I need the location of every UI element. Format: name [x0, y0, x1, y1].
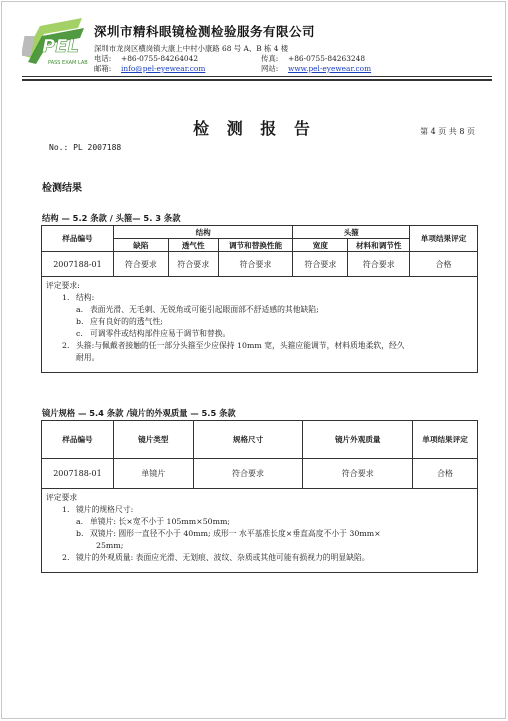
section-title: 检测结果 [42, 183, 82, 194]
phone-label: 电话: [94, 54, 112, 63]
header-breathability: 透气性 [168, 239, 218, 252]
lens-spec-table [41, 420, 478, 573]
page-indicator: 第 4 页 共 8 页 [420, 127, 475, 136]
cell-adjustment: 符合要求 [218, 252, 293, 277]
table-row [42, 459, 478, 489]
header-divider-thick [22, 79, 492, 81]
email-link[interactable]: info@pel-eyewear.com [121, 64, 206, 73]
requirement-item: 25mm; [96, 541, 124, 550]
company-logo [22, 16, 88, 68]
svg-text:PEL: PEL [42, 36, 79, 57]
report-number: No.: PL 2007188 [49, 143, 122, 152]
header-verdict: 单项结果评定 [410, 226, 478, 252]
header-structure: 结构 [113, 226, 293, 239]
requirement-item: 镜片的规格尺寸: [76, 505, 134, 514]
fax-label: 传真: [261, 54, 279, 63]
header-width: 宽度 [293, 239, 348, 252]
requirement-item: 头箍:与佩戴者接触的任一部分头箍至少应保持 10mm 宽，头箍应能调节，材料质地柔软，经久 [76, 341, 405, 350]
header-verdict: 单项结果评定 [413, 421, 478, 459]
cell-appearance: 符合要求 [303, 459, 413, 489]
header-appearance: 镜片外观质量 [303, 421, 413, 459]
website-link[interactable]: www.pel-eyewear.com [288, 64, 372, 73]
header-material: 材料和调节性 [348, 239, 410, 252]
pel-logo-icon [22, 16, 88, 68]
email-label: 邮箱: [94, 64, 112, 73]
requirements-cell: 评定要求: 1. 结构: a. 表面光滑、无毛刺、无锐角或可能引起眼面部不舒适感的其他缺陷; b. 应有良好的的透气性; c. 可调零件或结构部件应易于调节和替换。 2. 头箍:与佩戴者接触的任一部分头箍至少应保持 10mm 宽，头箍应能调节，材料质地柔软，经久 耐用。 [42, 277, 478, 373]
table2-caption: 镜片规格 — 5.4 条款 /镜片的外观质量 — 5.5 条款 [42, 408, 236, 418]
requirement-item: 镜片的外观质量: 表面应光滑、无划痕、波纹、杂质或其他可能有损视力的明显缺陷。 [76, 553, 370, 562]
header-headband: 头箍 [293, 226, 410, 239]
cell-size: 符合要求 [193, 459, 303, 489]
requirement-item: 耐用。 [76, 353, 100, 362]
table1-caption: 结构 — 5.2 条款 / 头箍— 5. 3 条款 [42, 213, 181, 223]
header-adjustment: 调节和替换性能 [218, 239, 293, 252]
requirements-title: 评定要求: [46, 281, 80, 290]
cell-defects: 符合要求 [113, 252, 168, 277]
phone-value: +86-0755-84264042 [121, 54, 199, 63]
document-page [1, 1, 506, 719]
company-address: 深圳市龙岗区横岗镇大康上中村小康路 68 号 A、B 栋 4 楼 [94, 44, 289, 53]
report-title: 检 测 报 告 [193, 119, 316, 138]
requirements-cell: 评定要求 1. 镜片的规格尺寸: a. 单镜片: 长×宽不小于 105mm×50mm; b. 双镜片: 圆形一直径不小于 40mm; 成形一 水平基准长度×垂直高度不小于 30mm× 25mm; 2. 镜片的外观质量: 表面应光滑、无划痕、波纹、杂质或其他可能有损视力的明显缺陷。 [42, 489, 478, 573]
table-row [42, 252, 478, 277]
cell-material: 符合要求 [348, 252, 410, 277]
company-name: 深圳市精科眼镜检测检验服务有限公司 [94, 24, 316, 39]
requirement-item: 结构: [76, 293, 95, 302]
requirement-item: 可调零件或结构部件应易于调节和替换。 [90, 329, 231, 338]
cell-verdict: 合格 [410, 252, 478, 277]
requirement-item: 双镜片: 圆形一直径不小于 40mm; 成形一 水平基准长度×垂直高度不小于 30mm× [90, 529, 381, 538]
fax-value: +86-0755-84263248 [288, 54, 366, 63]
header-divider [22, 76, 492, 77]
header-sample-no: 样品编号 [42, 421, 114, 459]
header-lens-type: 镜片类型 [113, 421, 193, 459]
header-defects: 缺陷 [113, 239, 168, 252]
requirement-item: 应有良好的的透气性; [90, 317, 163, 326]
svg-text:PASS EXAM LAB: PASS EXAM LAB [48, 60, 88, 66]
requirement-item: 单镜片: 长×宽不小于 105mm×50mm; [90, 517, 231, 526]
cell-lens-type: 单镜片 [113, 459, 193, 489]
requirement-item: 表面光滑、无毛刺、无锐角或可能引起眼面部不舒适感的其他缺陷; [90, 305, 319, 314]
web-label: 网站: [261, 64, 279, 73]
cell-verdict: 合格 [413, 459, 478, 489]
header-sample-no: 样品编号 [42, 226, 114, 252]
cell-sample-no: 2007188-01 [42, 252, 114, 277]
cell-breathability: 符合要求 [168, 252, 218, 277]
structure-headband-table [41, 225, 478, 373]
header-size: 规格尺寸 [193, 421, 303, 459]
requirements-title: 评定要求 [46, 493, 78, 502]
company-contact [94, 44, 372, 74]
cell-width: 符合要求 [293, 252, 348, 277]
cell-sample-no: 2007188-01 [42, 459, 114, 489]
